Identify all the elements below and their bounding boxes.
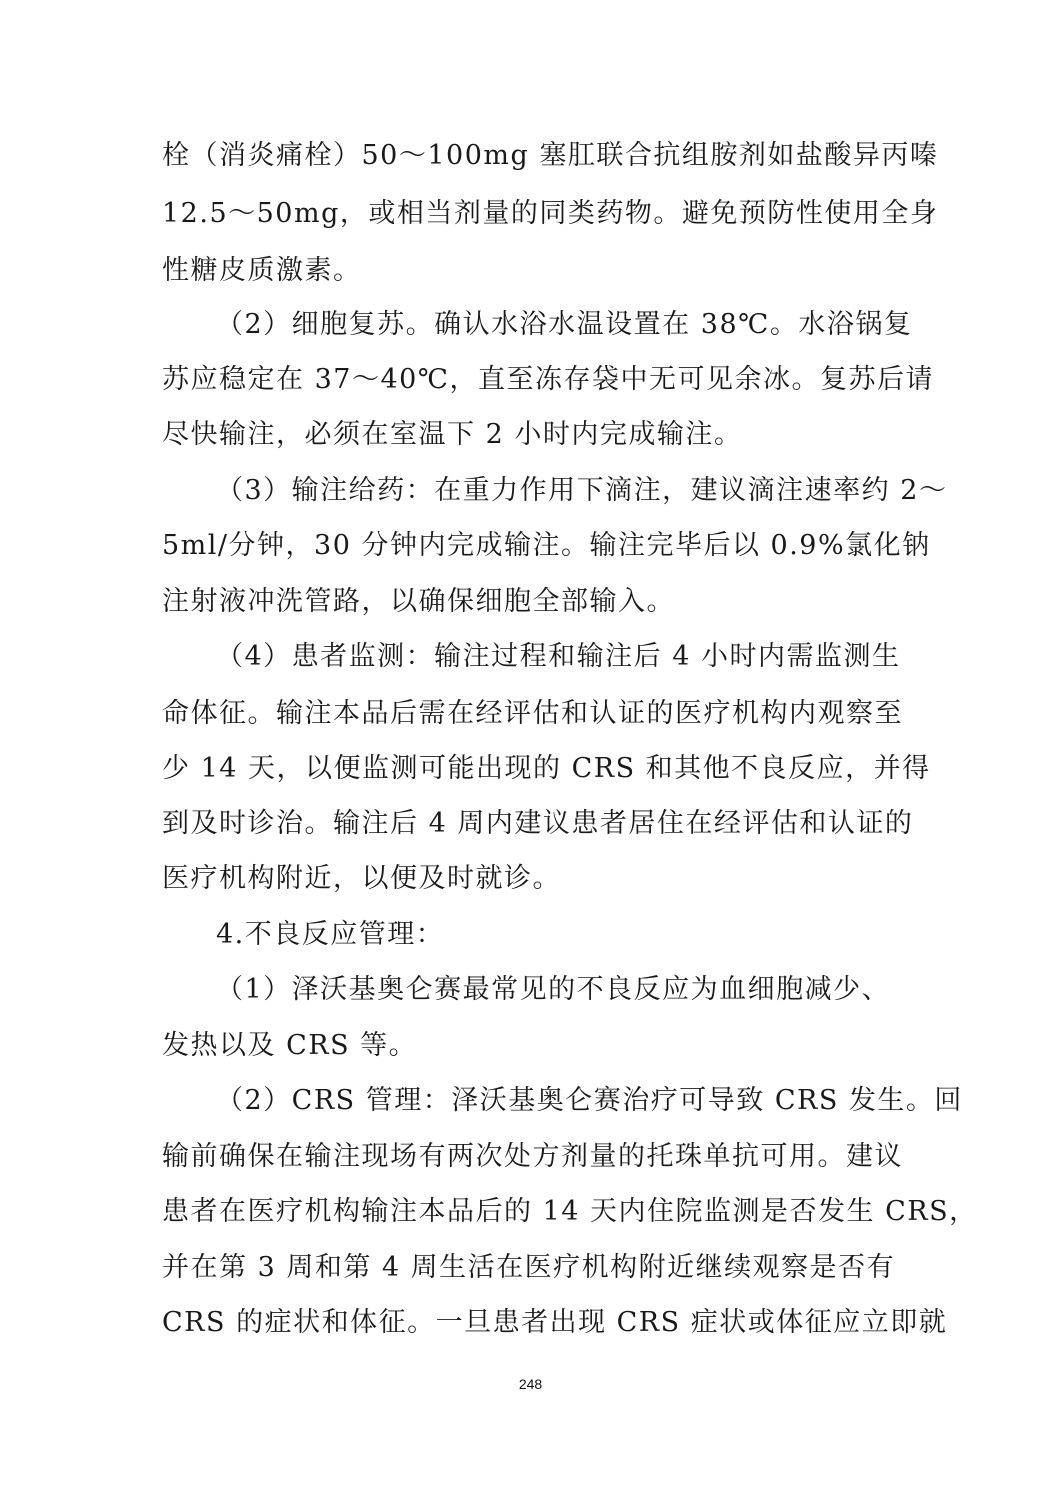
body-text-line: 苏应稳定在 37～40℃，直至冻存袋中无可见余冰。复苏后请 — [162, 364, 934, 395]
body-text-line: 少 14 天，以便监测可能出现的 CRS 和其他不良反应，并得 — [162, 753, 931, 784]
section-heading: 4.不良反应管理： — [216, 919, 445, 950]
body-text-line: 尽快输注，必须在室温下 2 小时内完成输注。 — [162, 419, 743, 450]
body-text-line: （4）患者监测：输注过程和输注后 4 小时内需监测生 — [216, 641, 901, 672]
body-text-line: 注射液冲洗管路，以确保细胞全部输入。 — [162, 586, 675, 617]
body-text-line: 输前确保在输注现场有两次处方剂量的托珠单抗可用。建议 — [162, 1141, 903, 1172]
body-text-line: 患者在医疗机构输注本品后的 14 天内住院监测是否发生 CRS， — [162, 1196, 978, 1227]
page-number: 248 — [518, 1376, 543, 1392]
body-text-line: 并在第 3 周和第 4 周生活在医疗机构附近继续观察是否有 — [162, 1252, 896, 1283]
body-text-line: 到及时诊治。输注后 4 周内建议患者居住在经评估和认证的 — [162, 808, 914, 839]
body-text-line: 发热以及 CRS 等。 — [162, 1030, 418, 1061]
body-text-line: 医疗机构附近，以便及时就诊。 — [162, 863, 561, 894]
body-text-line: 12.5～50mg，或相当剂量的同类药物。避免预防性使用全身 — [162, 198, 939, 229]
body-text-line: 栓（消炎痛栓）50～100mg 塞肛联合抗组胺剂如盐酸异丙嗪 — [162, 140, 939, 171]
body-text-line: CRS 的症状和体征。一旦患者出现 CRS 症状或体征应立即就 — [162, 1307, 948, 1338]
body-text-line: （2）CRS 管理：泽沃基奥仑赛治疗可导致 CRS 发生。回 — [216, 1085, 963, 1116]
body-text-line: （3）输注给药：在重力作用下滴注，建议滴注速率约 2～ — [216, 475, 948, 506]
body-text-line: 5ml/分钟，30 分钟内完成输注。输注完毕后以 0.9%氯化钠 — [162, 530, 931, 561]
body-text-line: （1）泽沃基奥仑赛最常见的不良反应为血细胞减少、 — [216, 974, 891, 1005]
body-text-line: （2）细胞复苏。确认水浴水温设置在 38℃。水浴锅复 — [216, 309, 913, 340]
body-text-line: 性糖皮质激素。 — [162, 255, 362, 286]
body-text-line: 命体征。输注本品后需在经评估和认证的医疗机构内观察至 — [162, 698, 903, 729]
